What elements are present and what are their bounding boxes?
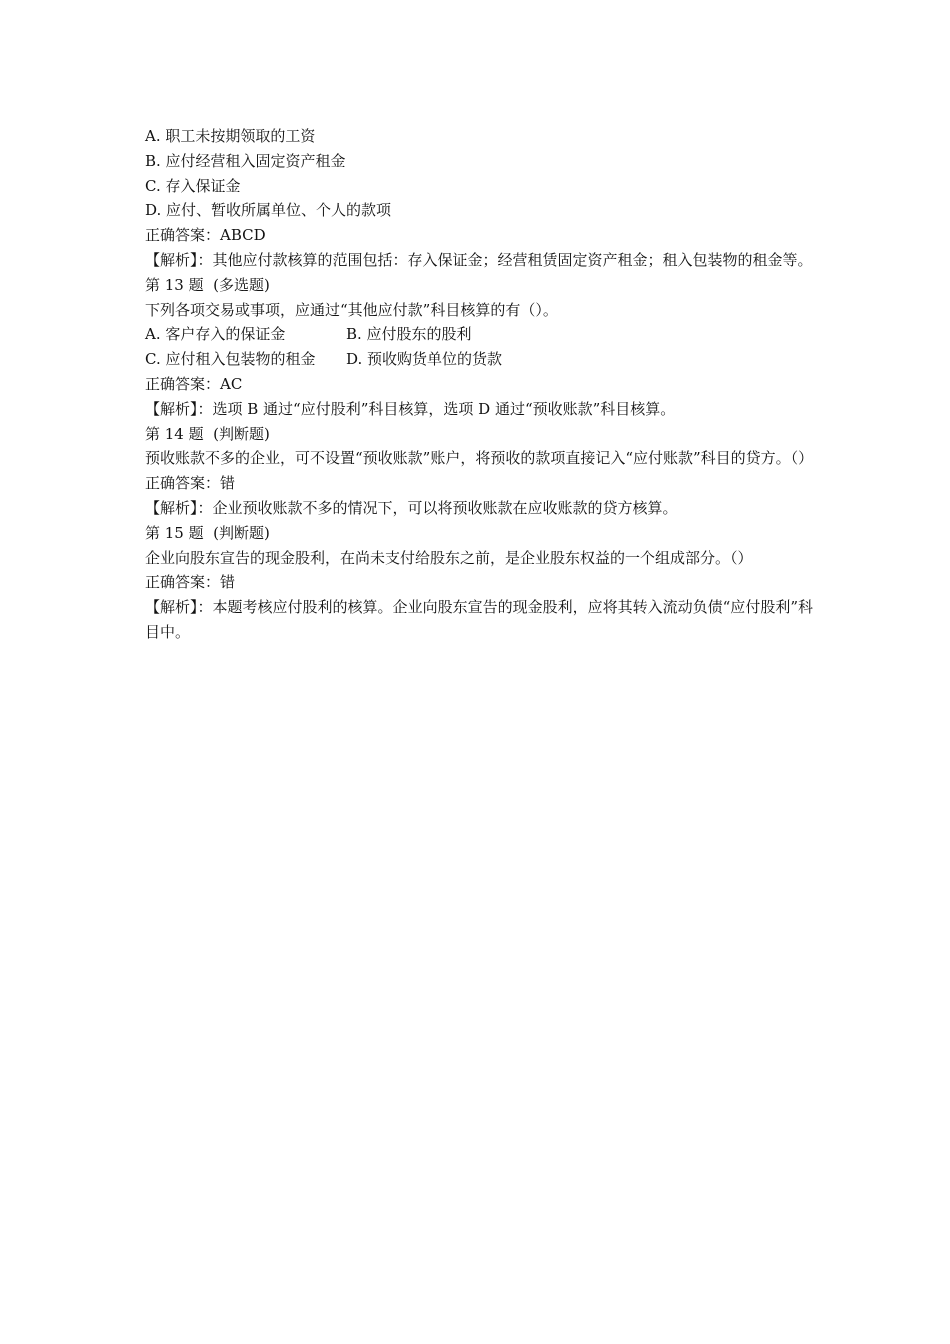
q13-answer: 正确答案：AC [145, 374, 243, 393]
q15-stem: 企业向股东宣告的现金股利，在尚未支付给股东之前，是企业股东权益的一个组成部分。（） [145, 548, 753, 567]
q13-options-row-2 [145, 347, 813, 372]
q15-answer: 正确答案：错 [145, 573, 236, 592]
q14-answer: 正确答案：错 [145, 474, 236, 493]
q12-option-b: B. 应付经营租入固定资产租金 [145, 151, 346, 170]
q13-title: 第 13 题 (多选题) [145, 275, 270, 294]
q12-option-a: A. 职工未按期领取的工资 [145, 127, 316, 145]
q13-option-a: A. 客户存入的保证金 [145, 325, 286, 344]
q12-option-c: C. 存入保证金 [145, 176, 241, 195]
q15-title: 第 15 题 (判断题) [145, 523, 270, 542]
q14-analysis: 【解析】：企业预收账款不多的情况下，可以将预收账款在应收账款的贷方核算。 [145, 498, 678, 517]
q12-analysis: 【解析】：其他应付款核算的范围包括：存入保证金；经营租赁固定资产租金；租入包装物的租金等。 [145, 250, 813, 269]
q13-option-d: D. 预收购货单位的货款 [346, 350, 503, 369]
q13-options-row-1 [145, 322, 813, 347]
q13-analysis: 【解析】：选项 B 通过“应付股利”科目核算，选项 D 通过“预收账款”科目核算。 [145, 399, 676, 418]
q13-option-c: C. 应付租入包装物的租金 [145, 350, 316, 369]
q14-stem: 预收账款不多的企业，可不设置“预收账款”账户，将预收的款项直接记入“应付账款”科目的贷方。（） [145, 449, 814, 468]
document-page [145, 124, 813, 645]
q14-title: 第 14 题 (判断题) [145, 424, 270, 443]
q15-analysis: 【解析】：本题考核应付股利的核算。企业向股东宣告的现金股利，应将其转入流动负债“应付股利”科目中。 [145, 598, 813, 641]
q13-stem: 下列各项交易或事项，应通过“其他应付款”科目核算的有（）。 [145, 300, 558, 319]
q12-answer: 正确答案：ABCD [145, 226, 266, 245]
q12-option-d: D. 应付、暂收所属单位、个人的款项 [145, 201, 392, 220]
q13-option-b: B. 应付股东的股利 [346, 325, 472, 344]
